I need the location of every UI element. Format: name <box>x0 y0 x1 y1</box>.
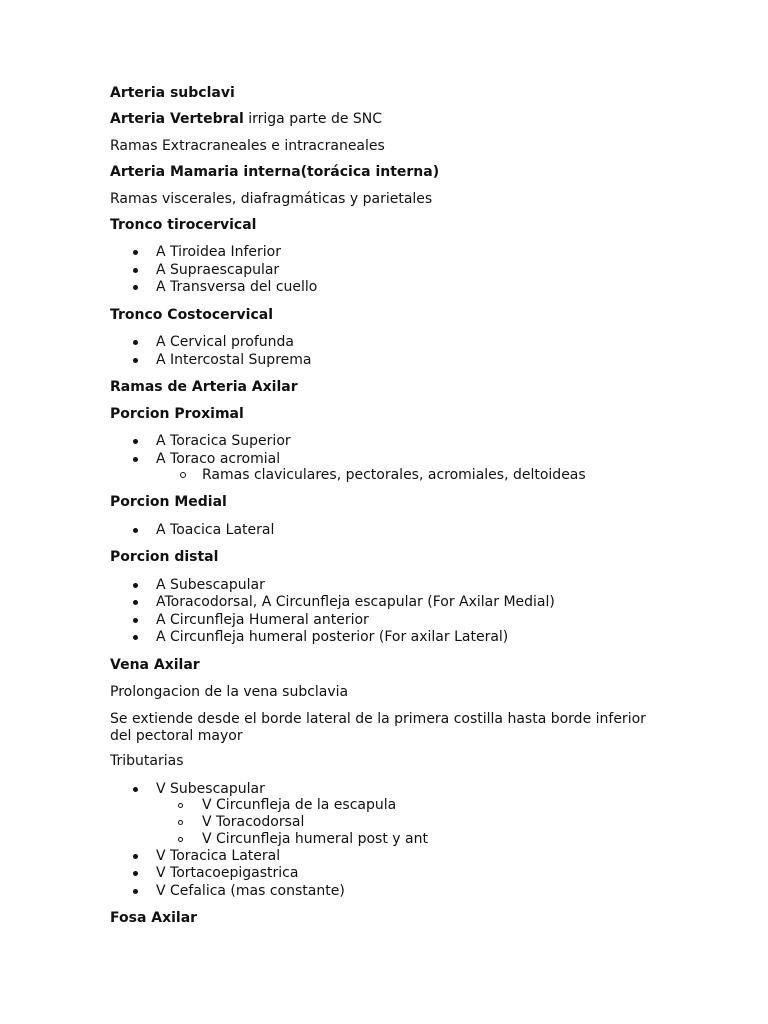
list-item: V Toracodorsal <box>202 814 305 830</box>
heading-fosa-axilar: Fosa Axilar <box>110 910 198 926</box>
bullet-icon <box>133 618 138 623</box>
list-item: A Toacica Lateral <box>156 522 275 538</box>
heading-vena-axilar: Vena Axilar <box>110 657 200 673</box>
list-item: A Toraco acromial <box>156 451 281 467</box>
paragraph-ramas-extracraneales: Ramas Extracraneales e intracraneales <box>110 138 385 154</box>
sub-bullet-icon <box>178 820 183 825</box>
bullet-icon <box>133 583 138 588</box>
list-item: A Intercostal Suprema <box>156 352 312 368</box>
bullet-icon <box>133 528 138 533</box>
bullet-icon <box>133 871 138 876</box>
heading-ramas-arteria-axilar: Ramas de Arteria Axilar <box>110 379 298 395</box>
sub-bullet-icon <box>180 472 186 478</box>
paragraph-se-extiende: Se extiende desde el borde lateral de la primera costilla hasta borde inferior del pectoral mayor <box>110 711 646 744</box>
bullet-icon <box>133 635 138 640</box>
paragraph-ramas-viscerales: Ramas viscerales, diafragmáticas y parietales <box>110 191 433 207</box>
paragraph-arteria-vertebral: Arteria Vertebral irriga parte de SNC <box>110 111 383 127</box>
list-item: A Circunfleja Humeral anterior <box>156 612 369 628</box>
heading-porcion-medial: Porcion Medial <box>110 494 227 510</box>
bullet-icon <box>133 358 138 363</box>
bullet-icon <box>133 600 138 605</box>
list-item: A Tiroidea Inferior <box>156 244 281 260</box>
paragraph-tributarias: Tributarias <box>110 753 184 769</box>
bullet-icon <box>133 340 138 345</box>
heading-arteria-mamaria: Arteria Mamaria interna(torácica interna) <box>110 164 440 180</box>
list-item: A Circunfleja humeral posterior (For axilar Lateral) <box>156 629 509 645</box>
bullet-icon <box>133 439 138 444</box>
list-item: AToracodorsal, A Circunfleja escapular (For Axilar Medial) <box>156 594 555 610</box>
list-item: A Cervical profunda <box>156 334 295 350</box>
list-item: A Subescapular <box>156 577 265 593</box>
heading-porcion-distal: Porcion distal <box>110 549 219 565</box>
list-item: V Toracica Lateral <box>156 848 281 864</box>
heading-tronco-tirocervical: Tronco tirocervical <box>110 217 257 233</box>
bullet-icon <box>133 787 138 792</box>
list-item: Ramas claviculares, pectorales, acromiales, deltoideas <box>202 467 586 483</box>
heading-arteria-subclavia: Arteria subclavi <box>110 85 235 101</box>
heading-porcion-proximal: Porcion Proximal <box>110 406 244 422</box>
bullet-icon <box>133 285 138 290</box>
list-item: A Toracica Superior <box>156 433 291 449</box>
heading-tronco-costocervical: Tronco Costocervical <box>110 307 273 323</box>
list-item: A Transversa del cuello <box>156 279 318 295</box>
paragraph-prolongacion: Prolongacion de la vena subclavia <box>110 684 349 700</box>
bullet-icon <box>133 889 138 894</box>
bullet-icon <box>133 250 138 255</box>
list-item: V Subescapular <box>156 781 265 797</box>
bullet-icon <box>133 268 138 273</box>
list-item: V Tortacoepigastrica <box>156 865 299 881</box>
bullet-icon <box>133 457 138 462</box>
list-item: A Supraescapular <box>156 262 280 278</box>
sub-bullet-icon <box>178 803 183 808</box>
list-item: V Circunfleja humeral post y ant <box>202 831 428 847</box>
list-item: V Cefalica (mas constante) <box>156 883 345 899</box>
bullet-icon <box>133 854 138 859</box>
list-item: V Circunfleja de la escapula <box>202 797 397 813</box>
sub-bullet-icon <box>178 837 183 842</box>
